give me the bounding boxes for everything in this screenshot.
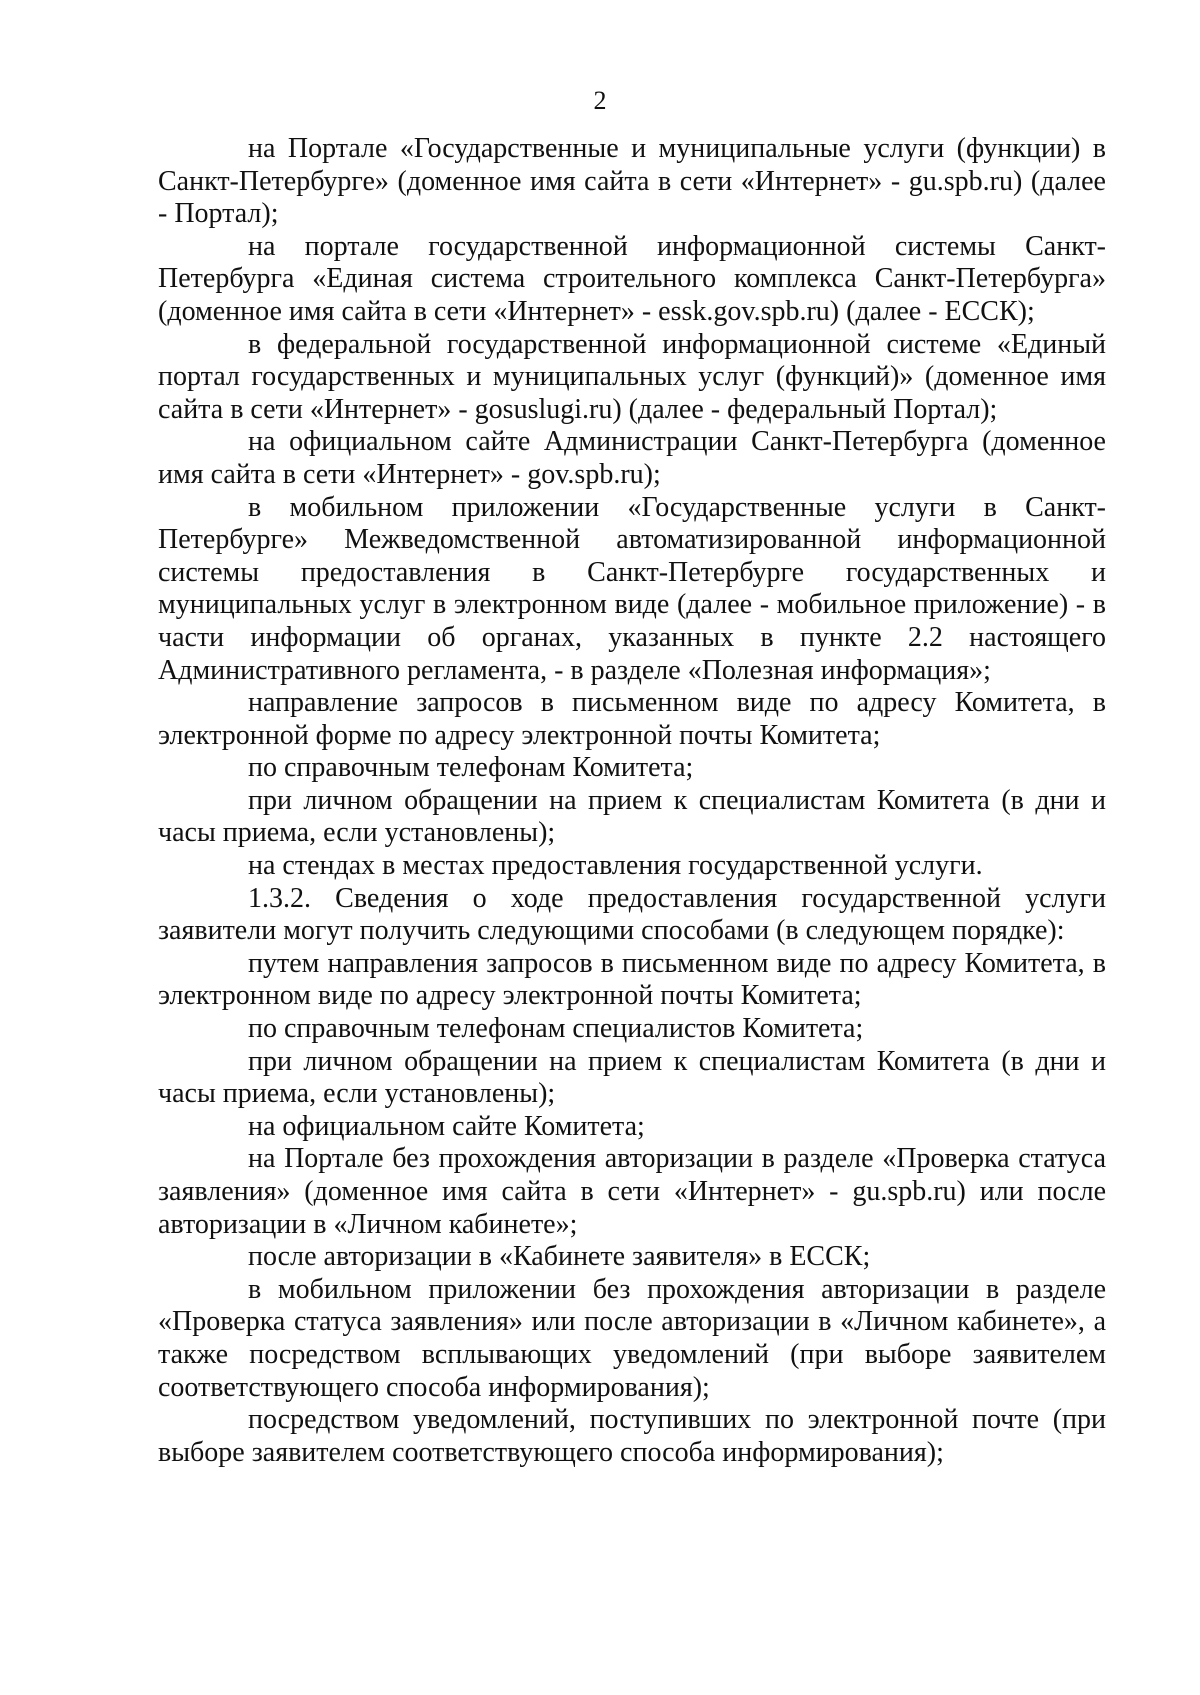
paragraph: на официальном сайте Комитета; (248, 1110, 645, 1142)
paragraph: при личном обращении на прием к специалистам Комитета (в дни и часы приема, если установлены); (158, 1045, 1106, 1110)
paragraph: в мобильном приложении «Государственные услуги в Санкт-Петербурге» Межведомственной автоматизированной информационной системы предоставления в Санкт-Петербурге государственных и муниципальных услуг в электронном виде (далее - мобильное приложение) - в части информации об органах, указанных в пункте 2.2 настоящего Административного регламента, - в разделе «Полезная информация»; (158, 491, 1106, 686)
paragraph: на Портале «Государственные и муниципальные услуги (функции) в Санкт-Петербурге» (доменное имя сайта в сети «Интернет» - gu.spb.ru) (далее - Портал); (158, 133, 1106, 230)
paragraph: на стендах в местах предоставления государственной услуги. (248, 850, 983, 882)
document-body (158, 133, 1106, 1469)
paragraph: по справочным телефонам специалистов Комитета; (248, 1013, 864, 1045)
paragraph: в федеральной государственной информационной системе «Единый портал государственных и муниципальных услуг (функций)» (доменное имя сайта в сети «Интернет» - gosuslugi.ru) (далее - федеральный Портал); (158, 328, 1106, 425)
paragraph: по справочным телефонам Комитета; (248, 752, 694, 784)
paragraph: 1.3.2. Сведения о ходе предоставления государственной услуги заявители могут получить следующими способами (в следующем порядке): (158, 882, 1106, 947)
paragraph: путем направления запросов в письменном виде по адресу Комитета, в электронном виде по адресу электронной почты Комитета; (158, 947, 1106, 1012)
paragraph: на официальном сайте Администрации Санкт-Петербурга (доменное имя сайта в сети «Интернет» - gov.spb.ru); (158, 426, 1106, 490)
paragraph: на портале государственной информационной системы Санкт-Петербурга «Единая система строительного комплекса Санкт-Петербурга» (доменное имя сайта в сети «Интернет» - essk.gov.spb.ru) (далее - ЕССК); (158, 230, 1106, 327)
paragraph: направление запросов в письменном виде по адресу Комитета, в электронной форме по адресу электронной почты Комитета; (158, 687, 1106, 751)
paragraph: после авторизации в «Кабинете заявителя» в ЕССК; (248, 1241, 871, 1273)
page-number: 2 (593, 86, 607, 115)
paragraph: в мобильном приложении без прохождения авторизации в разделе «Проверка статуса заявления» или после авторизации в «Личном кабинете», а также посредством всплывающих уведомлений (при выборе заявителем соответствующего способа информирования); (158, 1273, 1106, 1403)
paragraph: на Портале без прохождения авторизации в разделе «Проверка статуса заявления» (доменное имя сайта в сети «Интернет» - gu.spb.ru) или после авторизации в «Личном кабинете»; (158, 1143, 1106, 1240)
paragraph: посредством уведомлений, поступивших по электронной почте (при выборе заявителем соответствующего способа информирования); (158, 1404, 1106, 1468)
paragraph: при личном обращении на прием к специалистам Комитета (в дни и часы приема, если установлены); (158, 784, 1106, 849)
